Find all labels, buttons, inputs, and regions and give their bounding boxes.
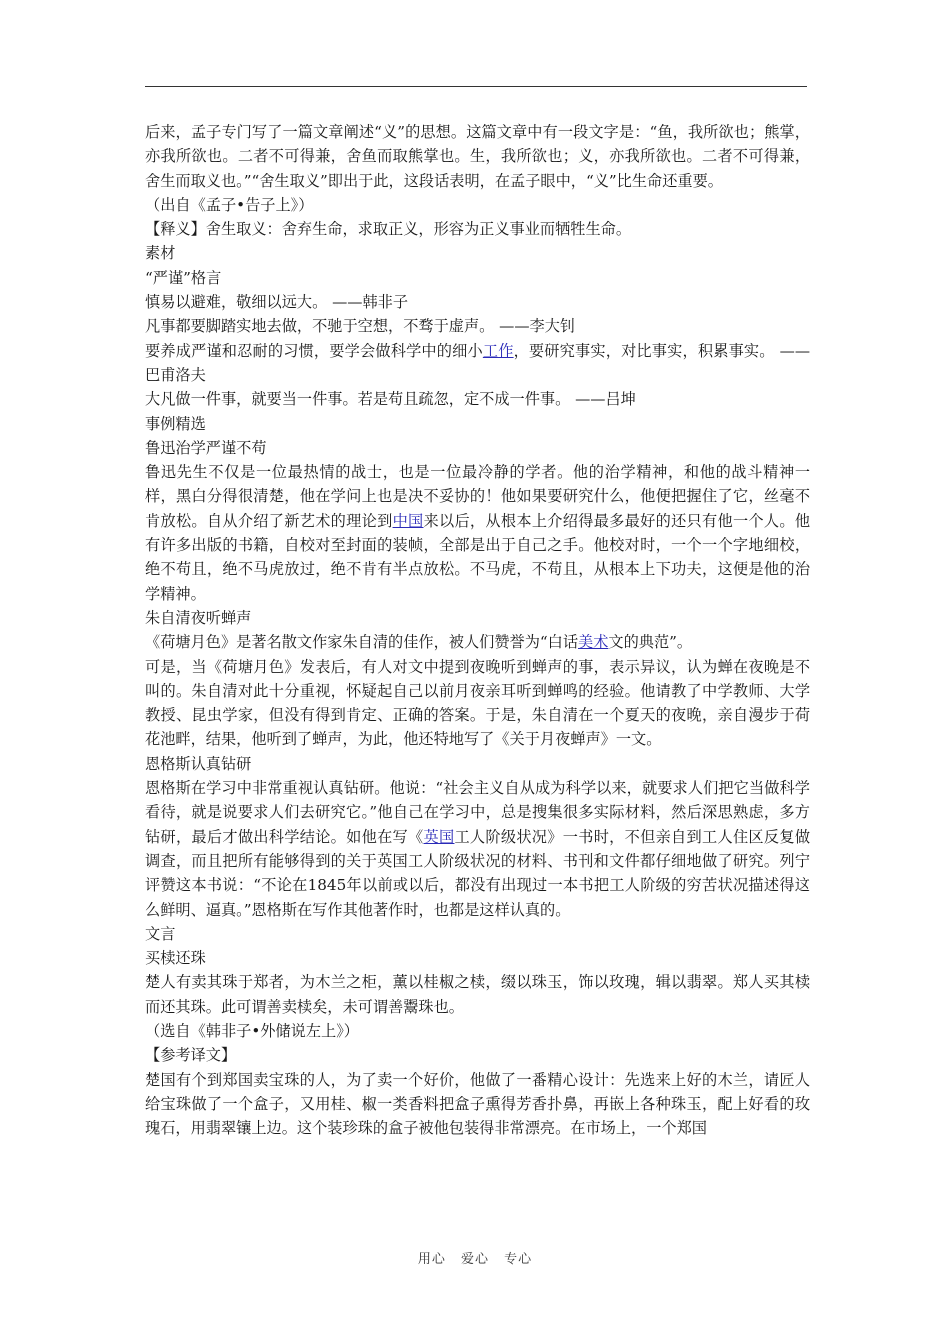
section-heading-classical [145, 922, 810, 946]
paragraph-translation [145, 1068, 810, 1141]
text-run: 恩格斯认真钻研 [145, 754, 252, 773]
footer-word-1: 用心 [417, 1252, 446, 1267]
text-run: 凡事都要脚踏实地去做，不驰于空想，不骛于虚声。 ——李大钊 [145, 317, 576, 336]
text-run: 买椟还珠 [145, 949, 206, 968]
inline-link[interactable]: 美术 [578, 633, 609, 652]
text-run: 《荷塘月色》是著名散文作家朱自清的佳作，被人们赞誉为“白话 [145, 633, 579, 652]
footer-word-2: 爱心 [460, 1252, 489, 1267]
text-run: 鲁迅治学严谨不苟 [145, 438, 267, 457]
text-run: 来以后，从根本上介绍得最多最好的还只有他一个人。他有许多出版的书籍，自校对至封面的装帧，全部是出于自己之手。他校对时，一个一个字地细校，绝不苟且，绝不马虎放过，绝不肯有半点放松。不马虎，不苟且，从根本上下功夫，这便是他的治学精神。 [145, 511, 811, 603]
section-heading-examples [145, 412, 810, 436]
text-run: 朱自清夜听蝉声 [145, 608, 252, 627]
quote-han-feizi [145, 290, 810, 314]
text-run: 恩格斯在学习中非常重视认真钻研。他说：“社会主义自从成为科学以来，就要求人们把它当做科学看待，就是说要求人们去研究它。”他自己在学习中，总是搜集很多实际材料，然后深思熟虑，多方钻研，最后才做出科学结论。如他在写《 [145, 779, 810, 846]
footer-word-3: 专心 [504, 1252, 533, 1267]
text-run: 事例精选 [145, 414, 206, 433]
paragraph-lu-xun [145, 460, 810, 606]
text-run: 楚国有个到郑国卖宝珠的人，为了卖一个好价，他做了一番精心设计：先选来上好的木兰，请匠人给宝珠做了一个盒子，又用桂、椒一类香料把盒子熏得芳香扑鼻，再嵌上各种珠玉，配上好看的玫瑰石，用翡翠镶上边。这个装珍珠的盒子被他包装得非常漂亮。在市场上，一个郑国 [145, 1070, 810, 1138]
subheading-lu-xun [145, 436, 810, 460]
text-run: 慎易以避难，敬细以远大。 ——韩非子 [145, 293, 409, 312]
text-run: 【释义】舍生取义：舍弃生命，求取正义，形容为正义事业而牺牲生命。 [145, 220, 631, 239]
page-footer [0, 1248, 950, 1267]
inline-link[interactable]: 英国 [423, 827, 455, 846]
text-run: （出自《孟子•告子上》） [145, 195, 314, 214]
subheading-rigor-quotes [145, 266, 810, 290]
header-rule [145, 86, 807, 87]
paragraph-zhu-ziqing-1 [145, 630, 810, 654]
text-run: 鲁迅先生不仅是一位最热情的战士，也是一位最冷静的学者。他的治学精神，和他的战斗精神一样，黑白分得很清楚，他在学问上也是决不妥协的！他如果要研究什么，他便把握住了它，丝毫不肯放松。自从介绍了新艺术的理论到 [145, 463, 810, 530]
text-run: 楚人有卖其珠于郑者，为木兰之柜，薰以桂椒之椟，缀以珠玉，饰以玫瑰，辑以翡翠。郑人买其椟而还其珠。此可谓善卖椟矣，未可谓善鬻珠也。 [145, 973, 810, 1016]
subheading-maidu-huanzhu [145, 946, 810, 970]
inline-link[interactable]: 中国 [392, 511, 424, 530]
paragraph-classical-text [145, 970, 810, 1019]
text-run: 要养成严谨和忍耐的习惯，要学会做科学中的细小 [145, 341, 483, 360]
section-heading-material [145, 241, 810, 265]
text-run: 素材 [145, 244, 176, 263]
text-run: 【参考译文】 [145, 1046, 237, 1065]
text-run: 后来，孟子专门写了一篇文章阐述“义”的思想。这篇文章中有一段文字是：“鱼，我所欲也；熊掌，亦我所欲也。二者不可得兼，舍鱼而取熊掌也。生，我所欲也；义，亦我所欲也。二者不可得兼，舍生而取义也。”“舍生取义”即出于此，这段话表明，在孟子眼中，“义”比生命还重要。 [145, 123, 810, 190]
heading-translation [145, 1043, 810, 1067]
text-run: 文的典范”。 [608, 633, 693, 652]
quote-lv-kun [145, 387, 810, 411]
quote-li-dazhao [145, 314, 810, 338]
text-run: 可是，当《荷塘月色》发表后，有人对文中提到夜晚听到蝉声的事，表示异议，认为蝉在夜晚是不叫的。朱自清对此十分重视，怀疑起自己以前月夜亲耳听到蝉鸣的经验。他请教了中学教师、大学教授、昆虫学家，但没有得到肯定、正确的答案。于是，朱自清在一个夏天的夜晚，亲自漫步于荷花池畔，结果，他听到了蝉声，为此，他还特地写了《关于月夜蝉声》一文。 [145, 657, 810, 749]
text-run: ，要研究事实，对比事实，积累事实。 ——巴甫洛夫 [145, 341, 811, 384]
inline-link[interactable]: 工作 [482, 341, 514, 360]
text-run: “严谨”格言 [145, 268, 222, 287]
text-run: （选自《韩非子•外储说左上》） [145, 1021, 359, 1040]
text-run: 工人阶级状况》一书时，不但亲自到工人住区反复做调查，而且把所有能够得到的关于英国工人阶级状况的材料、书刊和文件都仔细地做了研究。列宁评赞这本书说：“不论在1845年以前或以后，都没有出现过一本书把工人阶级的穷苦状况描述得这么鲜明、逼真。”恩格斯在写作其他著作时，也都是这样认真的。 [145, 827, 811, 919]
paragraph-engels [145, 776, 810, 922]
text-run: 大凡做一件事，就要当一件事。若是苟且疏忽，定不成一件事。 ——吕坤 [145, 390, 636, 409]
text-run: 文言 [145, 924, 176, 943]
source-note-han-feizi [145, 1019, 810, 1043]
subheading-engels [145, 752, 810, 776]
source-note-mencius [145, 193, 810, 217]
paragraph-mencius-yi [145, 120, 810, 193]
subheading-zhu-ziqing [145, 606, 810, 630]
quote-pavlov [145, 339, 810, 388]
paragraph-zhu-ziqing-2 [145, 655, 810, 752]
definition-line [145, 217, 810, 241]
document-body [145, 120, 810, 1140]
